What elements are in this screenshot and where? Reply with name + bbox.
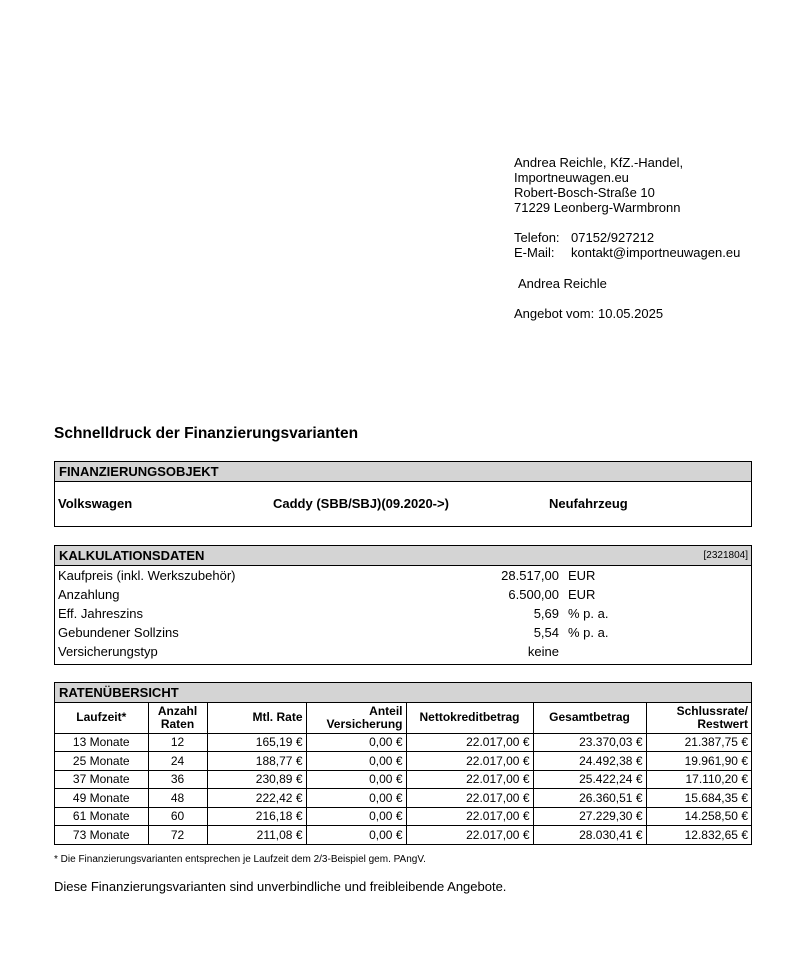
cell-anzahl: 60 bbox=[148, 807, 207, 826]
page-title: Schnelldruck der Finanzierungsvarianten bbox=[54, 425, 359, 442]
cell-rate: 222,42 € bbox=[207, 789, 306, 808]
vehicle-brand: Volkswagen bbox=[58, 496, 133, 511]
cell-versicherung: 0,00 € bbox=[306, 733, 406, 752]
cell-anzahl: 36 bbox=[148, 770, 207, 789]
kalk-value: keine bbox=[527, 644, 559, 659]
col-schlussrate bbox=[646, 703, 751, 733]
table-row bbox=[55, 733, 751, 752]
footnote: * Die Finanzierungsvarianten entsprechen je Laufzeit dem 2/3-Beispiel gem. PAngV. bbox=[54, 854, 426, 865]
cell-anzahl: 48 bbox=[148, 789, 207, 808]
ratenuebersicht-header: RATENÜBERSICHT bbox=[55, 683, 751, 703]
cell-anzahl: 72 bbox=[148, 826, 207, 844]
table-row bbox=[55, 826, 751, 844]
table-row bbox=[55, 770, 751, 789]
col-anteil-versicherung bbox=[306, 703, 406, 733]
phone-label: Telefon: bbox=[514, 230, 560, 245]
table-row bbox=[55, 807, 751, 826]
phone-value: 07152/927212 bbox=[571, 230, 655, 245]
cell-gesamt: 28.030,41 € bbox=[533, 826, 646, 844]
col-schlussrate-label: Schlussrate/ Restwert bbox=[676, 703, 748, 731]
cell-netto: 22.017,00 € bbox=[406, 826, 533, 844]
cell-schlussrate: 17.110,20 € bbox=[646, 770, 751, 789]
kalk-value: 6.500,00 bbox=[508, 587, 559, 602]
cell-anzahl: 12 bbox=[148, 733, 207, 752]
cell-laufzeit: 61 Monate bbox=[55, 807, 148, 826]
ratenuebersicht-box bbox=[54, 682, 752, 845]
kalk-label: Kaufpreis (inkl. Werkszubehör) bbox=[58, 568, 236, 583]
cell-schlussrate: 15.684,35 € bbox=[646, 789, 751, 808]
disclaimer: Diese Finanzierungsvarianten sind unverbindliche und freibleibende Angebote. bbox=[54, 879, 507, 894]
kalk-row bbox=[55, 566, 751, 585]
phone-row bbox=[514, 230, 740, 245]
cell-versicherung: 0,00 € bbox=[306, 789, 406, 808]
cell-anzahl: 24 bbox=[148, 752, 207, 771]
finanzierungsobjekt-header: FINANZIERUNGSOBJEKT bbox=[55, 462, 751, 482]
dealer-street: Robert-Bosch-Straße 10 bbox=[514, 185, 655, 200]
email-label: E-Mail: bbox=[514, 245, 555, 260]
col-laufzeit: Laufzeit* bbox=[55, 703, 148, 733]
table-row bbox=[55, 789, 751, 808]
kalk-unit: EUR bbox=[568, 587, 596, 602]
cell-laufzeit: 49 Monate bbox=[55, 789, 148, 808]
col-anteil-versicherung-label: Anteil Versicherung bbox=[326, 703, 403, 731]
vehicle-type: Neufahrzeug bbox=[549, 496, 628, 511]
finanzierungsobjekt-box bbox=[54, 461, 752, 527]
cell-versicherung: 0,00 € bbox=[306, 807, 406, 826]
cell-schlussrate: 12.832,65 € bbox=[646, 826, 751, 844]
cell-netto: 22.017,00 € bbox=[406, 789, 533, 808]
kalk-unit: EUR bbox=[568, 568, 596, 583]
offer-date-value: 10.05.2025 bbox=[598, 306, 664, 321]
col-mtl-rate: Mtl. Rate bbox=[207, 703, 306, 733]
kalk-value: 28.517,00 bbox=[501, 568, 559, 583]
cell-laufzeit: 13 Monate bbox=[55, 733, 148, 752]
kalk-value: 5,69 bbox=[533, 606, 559, 621]
vehicle-row bbox=[55, 482, 751, 526]
cell-laufzeit: 25 Monate bbox=[55, 752, 148, 771]
cell-rate: 165,19 € bbox=[207, 733, 306, 752]
kalk-unit: % p. a. bbox=[568, 606, 609, 621]
cell-versicherung: 0,00 € bbox=[306, 770, 406, 789]
dealer-website: Importneuwagen.eu bbox=[514, 170, 629, 185]
kalk-row bbox=[55, 623, 751, 642]
kalk-label: Gebundener Sollzins bbox=[58, 625, 179, 640]
cell-schlussrate: 19.961,90 € bbox=[646, 752, 751, 771]
cell-schlussrate: 14.258,50 € bbox=[646, 807, 751, 826]
kalk-label: Versicherungstyp bbox=[58, 644, 158, 659]
contact-person: Andrea Reichle bbox=[518, 276, 607, 291]
kalk-value: 5,54 bbox=[533, 625, 559, 640]
cell-versicherung: 0,00 € bbox=[306, 752, 406, 771]
reference-number: [2321804] bbox=[703, 550, 748, 561]
cell-rate: 188,77 € bbox=[207, 752, 306, 771]
raten-table bbox=[55, 703, 751, 844]
cell-gesamt: 25.422,24 € bbox=[533, 770, 646, 789]
dealer-address-block bbox=[514, 155, 740, 321]
cell-rate: 216,18 € bbox=[207, 807, 306, 826]
cell-netto: 22.017,00 € bbox=[406, 752, 533, 771]
kalk-row bbox=[55, 642, 751, 661]
vehicle-model: Caddy (SBB/SBJ)(09.2020->) bbox=[273, 496, 449, 511]
kalk-label: Anzahlung bbox=[58, 587, 120, 602]
kalk-row bbox=[55, 604, 751, 623]
kalk-row bbox=[55, 585, 751, 604]
cell-schlussrate: 21.387,75 € bbox=[646, 733, 751, 752]
col-nettokreditbetrag: Nettokreditbetrag bbox=[406, 703, 533, 733]
cell-rate: 230,89 € bbox=[207, 770, 306, 789]
col-gesamtbetrag: Gesamtbetrag bbox=[533, 703, 646, 733]
table-row bbox=[55, 752, 751, 771]
kalkulationsdaten-header bbox=[55, 546, 751, 566]
offer-date-label: Angebot vom: bbox=[514, 306, 595, 321]
email-row bbox=[514, 245, 740, 260]
raten-table-header bbox=[55, 703, 751, 733]
kalk-label: Eff. Jahreszins bbox=[58, 606, 144, 621]
cell-gesamt: 23.370,03 € bbox=[533, 733, 646, 752]
col-anzahl-raten bbox=[148, 703, 207, 733]
cell-netto: 22.017,00 € bbox=[406, 770, 533, 789]
cell-versicherung: 0,00 € bbox=[306, 826, 406, 844]
cell-gesamt: 24.492,38 € bbox=[533, 752, 646, 771]
cell-laufzeit: 73 Monate bbox=[72, 827, 130, 842]
cell-netto: 22.017,00 € bbox=[406, 807, 533, 826]
cell-gesamt: 27.229,30 € bbox=[533, 807, 646, 826]
dealer-name: Andrea Reichle, KfZ.-Handel, bbox=[514, 155, 684, 170]
cell-netto: 22.017,00 € bbox=[406, 733, 533, 752]
dealer-city: 71229 Leonberg-Warmbronn bbox=[514, 200, 681, 215]
offer-date-row bbox=[514, 306, 740, 321]
cell-gesamt: 26.360,51 € bbox=[533, 789, 646, 808]
email-value: kontakt@importneuwagen.eu bbox=[571, 245, 741, 260]
cell-rate: 211,08 € bbox=[207, 826, 306, 844]
cell-laufzeit: 37 Monate bbox=[55, 770, 148, 789]
col-anzahl-raten-label: Anzahl Raten bbox=[157, 703, 198, 731]
kalkulationsdaten-box bbox=[54, 545, 752, 665]
kalkulationsdaten-title: KALKULATIONSDATEN bbox=[59, 548, 205, 563]
kalk-unit: % p. a. bbox=[568, 625, 609, 640]
